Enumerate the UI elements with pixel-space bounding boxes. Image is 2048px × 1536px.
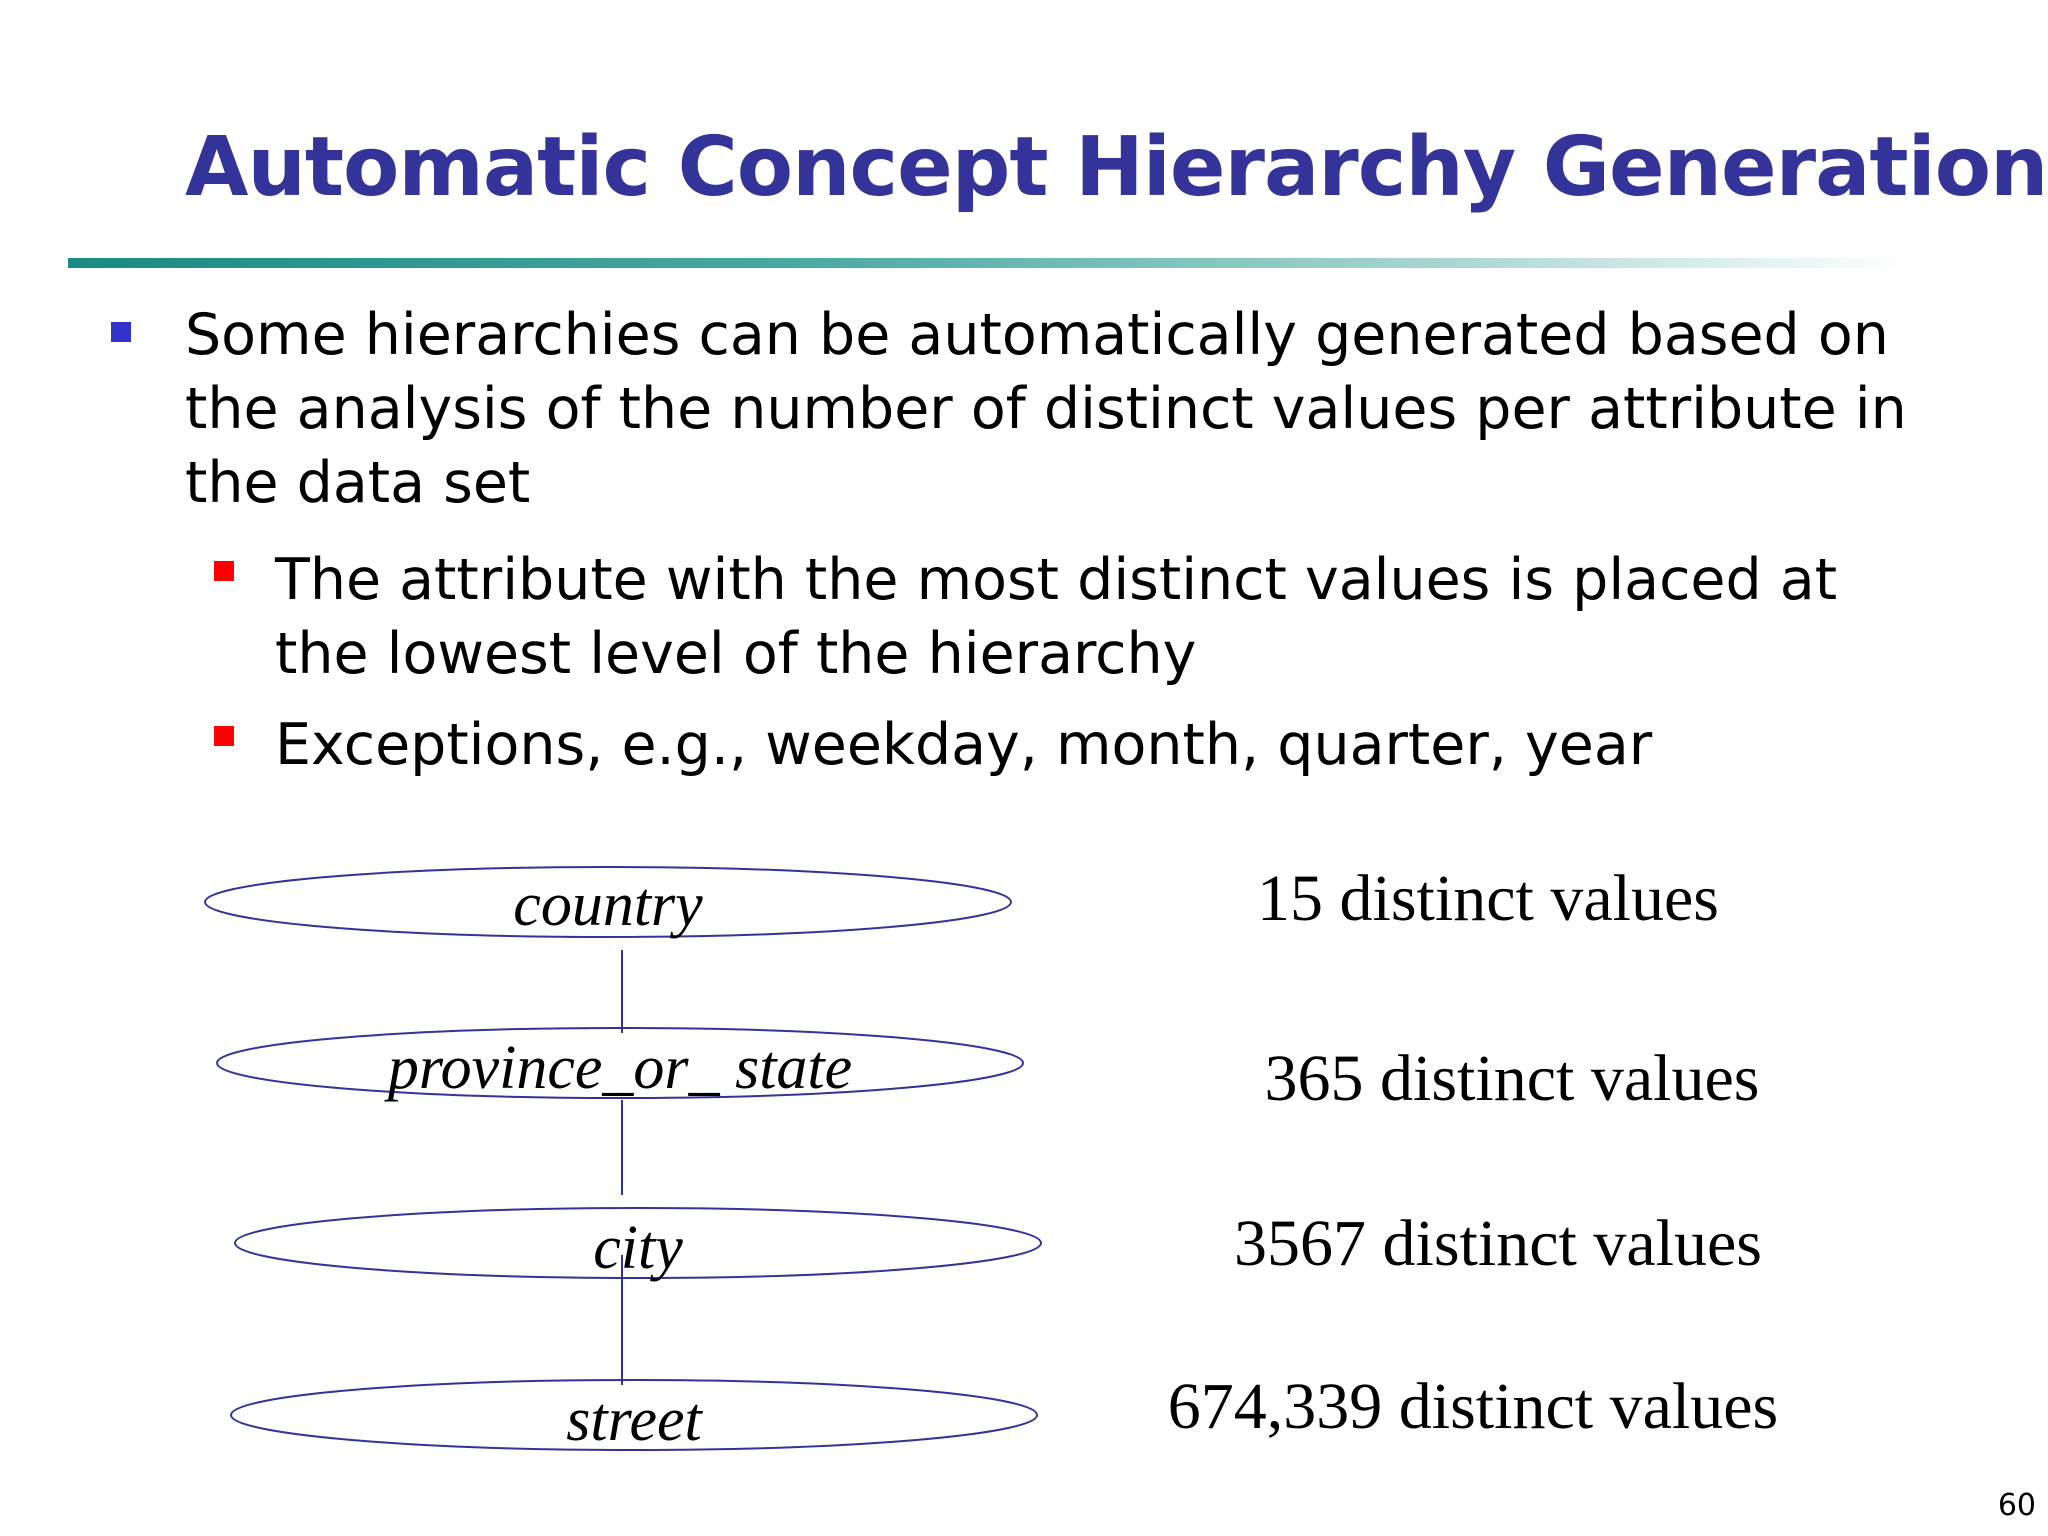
main-bullet-line: Some hierarchies can be automatically generated based on <box>185 302 1889 368</box>
distinct-count-street: 674,339 distinct values <box>1167 1370 1779 1443</box>
node-label-province-or-state: province_or_ state <box>387 1034 853 1102</box>
node-label-country: country <box>513 871 703 939</box>
sub-bullet-line: The attribute with the most distinct values is placed at <box>275 547 1838 613</box>
page-number: 60 <box>1997 1488 2036 1523</box>
main-bullet-line: the data set <box>185 450 531 516</box>
node-label-street: street <box>566 1386 702 1454</box>
distinct-count-province-or-state: 365 distinct values <box>1264 1042 1760 1115</box>
sub-bullet-line: the lowest level of the hierarchy <box>275 621 1197 687</box>
distinct-count-country: 15 distinct values <box>1257 862 1719 935</box>
node-label-city: city <box>593 1214 683 1282</box>
main-bullet-line: the analysis of the number of distinct values per attribute in <box>185 376 1907 442</box>
sub-bullet-line: Exceptions, e.g., weekday, month, quarter, year <box>275 712 1653 778</box>
distinct-count-city: 3567 distinct values <box>1234 1207 1762 1280</box>
slide-title: Automatic Concept Hierarchy Generation <box>185 120 2048 215</box>
